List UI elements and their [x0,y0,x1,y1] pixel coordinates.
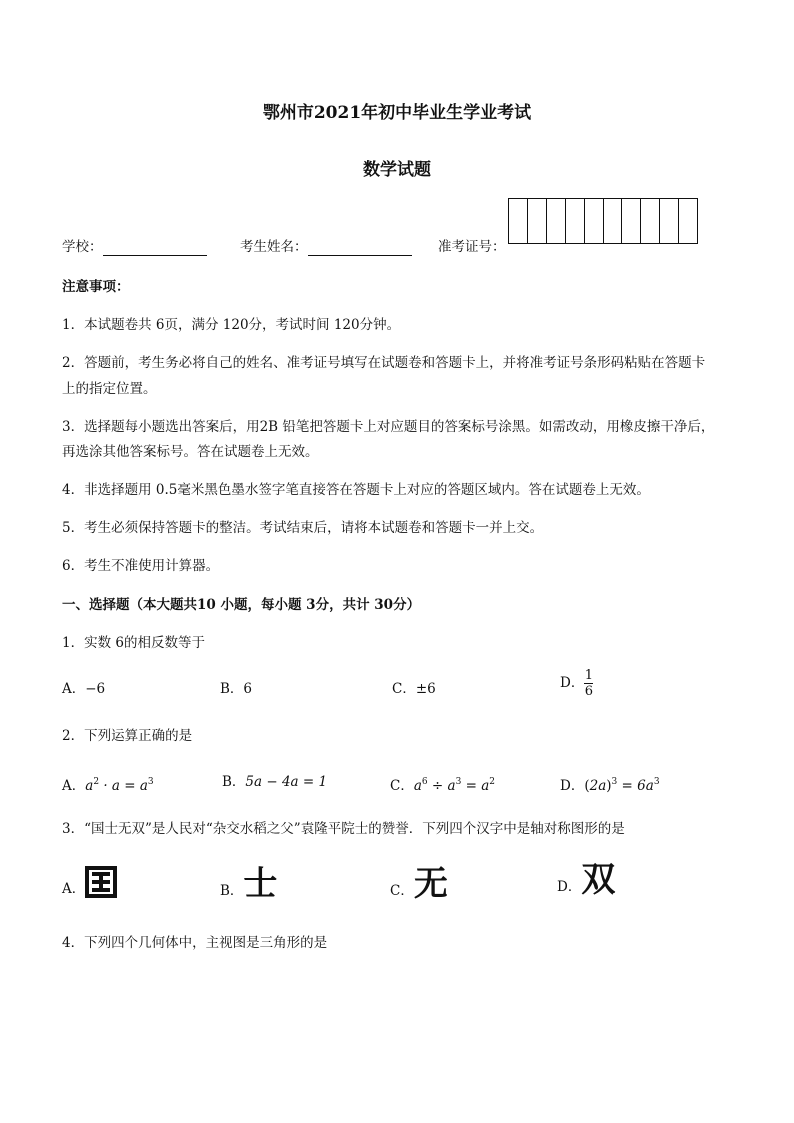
option-label: D． [557,879,582,895]
option-label: D． [560,675,585,691]
q3-option-b[interactable] [220,866,277,902]
question-4-stem: 4．下列四个几何体中，主视图是三角形的是 [62,935,328,951]
id-cell[interactable] [547,199,566,243]
id-cell[interactable] [566,199,585,243]
notice-heading: 注意事项： [62,279,130,295]
name-label: 考生姓名： [240,239,308,255]
notice-item: 3．选择题每小题选出答案后，用2B 铅笔把答题卡上对应题目的答案标号涂黑。如需改动，用橡皮擦干净后， [62,419,715,435]
option-label: B． [220,883,244,899]
q3-option-a[interactable] [62,866,117,898]
option-label: C． [392,681,416,697]
q2-option-c[interactable] [390,773,495,795]
exam-id-grid[interactable] [508,198,698,244]
q1-option-c[interactable] [392,680,436,698]
formula: $a^6 \div a^3 = a^2$ [413,777,496,794]
notice-item: 2．答题前，考生务必将自己的姓名、准考证号填写在试题卷和答题卡上，并将准考证号条形码粘贴在答题卡 [62,355,706,371]
option-label: A． [62,778,86,794]
option-label: A． [62,881,86,897]
id-cell[interactable] [528,199,547,243]
q2-option-b[interactable] [222,773,327,791]
q2-option-d[interactable] [560,773,660,795]
q2-option-a[interactable] [62,773,154,795]
id-cell[interactable] [604,199,623,243]
notice-item: 4．非选择题用 0.5毫米黑色墨水签字笔直接答在答题卡上对应的答题区域内。答在试题卷上无效。 [62,482,650,498]
formula: $(2a)^3 = 6a^3$ [584,777,660,794]
section-heading: 一、选择题（本大题共10 小题，每小题 3分，共计 30分） [62,597,421,613]
school-blank[interactable] [103,241,207,256]
exam-title: 鄂州市2021年初中毕业生学业考试 [262,103,532,123]
option-label: C． [390,883,414,899]
id-field [438,238,506,256]
question-2-stem: 2．下列运算正确的是 [62,728,193,744]
id-label: 准考证号： [438,239,506,255]
name-blank[interactable] [308,241,412,256]
character-guo-image [85,866,117,898]
notice-item: 5．考生必须保持答题卡的整洁。考试结束后，请将本试题卷和答题卡一并上交。 [62,520,544,536]
character-shuang-image: 双 [581,860,616,900]
school-label: 学校： [62,239,103,255]
school-field [62,238,207,256]
id-cell[interactable] [622,199,641,243]
notice-item: 6．考生不准使用计算器。 [62,558,220,574]
id-cell[interactable] [509,199,528,243]
q1-option-d[interactable] [560,668,593,699]
option-label: B． [220,681,244,697]
character-shi-image: 士 [243,864,278,904]
q3-option-c[interactable] [390,866,448,902]
id-cell[interactable] [679,199,697,243]
option-text: ±6 [415,681,436,697]
numerator: 1 [584,668,593,683]
option-text: 6 [243,681,253,697]
id-cell[interactable] [660,199,679,243]
option-label: D． [560,778,585,794]
formula: 5a − 4a = 1 [245,774,328,790]
character-wu-image: 无 [413,864,448,904]
notice-item: 再选涂其他答案标号。答在试题卷上无效。 [62,444,319,460]
q1-option-b[interactable] [220,680,252,698]
option-label: C． [390,778,414,794]
question-1-stem: 1．实数 6的相反数等于 [62,635,205,651]
notice-item: 上的指定位置。 [62,381,157,397]
id-cell[interactable] [641,199,660,243]
option-text: −6 [85,681,106,697]
fraction [584,668,593,699]
denominator: 6 [584,684,593,699]
option-label: B． [222,774,246,790]
option-label: A． [62,681,86,697]
question-3-stem: 3．“国士无双”是人民对“杂交水稻之父”袁隆平院士的赞誉．下列四个汉字中是轴对称图形的是 [62,821,625,837]
id-cell[interactable] [585,199,604,243]
name-field [240,238,412,256]
q3-option-d[interactable] [557,862,615,898]
notice-item: 1．本试题卷共 6页，满分 120分，考试时间 120分钟。 [62,317,401,333]
exam-subtitle: 数学试题 [363,160,431,180]
q1-option-a[interactable] [62,680,105,698]
formula: $a^2 \cdot a = a^3$ [85,777,154,794]
